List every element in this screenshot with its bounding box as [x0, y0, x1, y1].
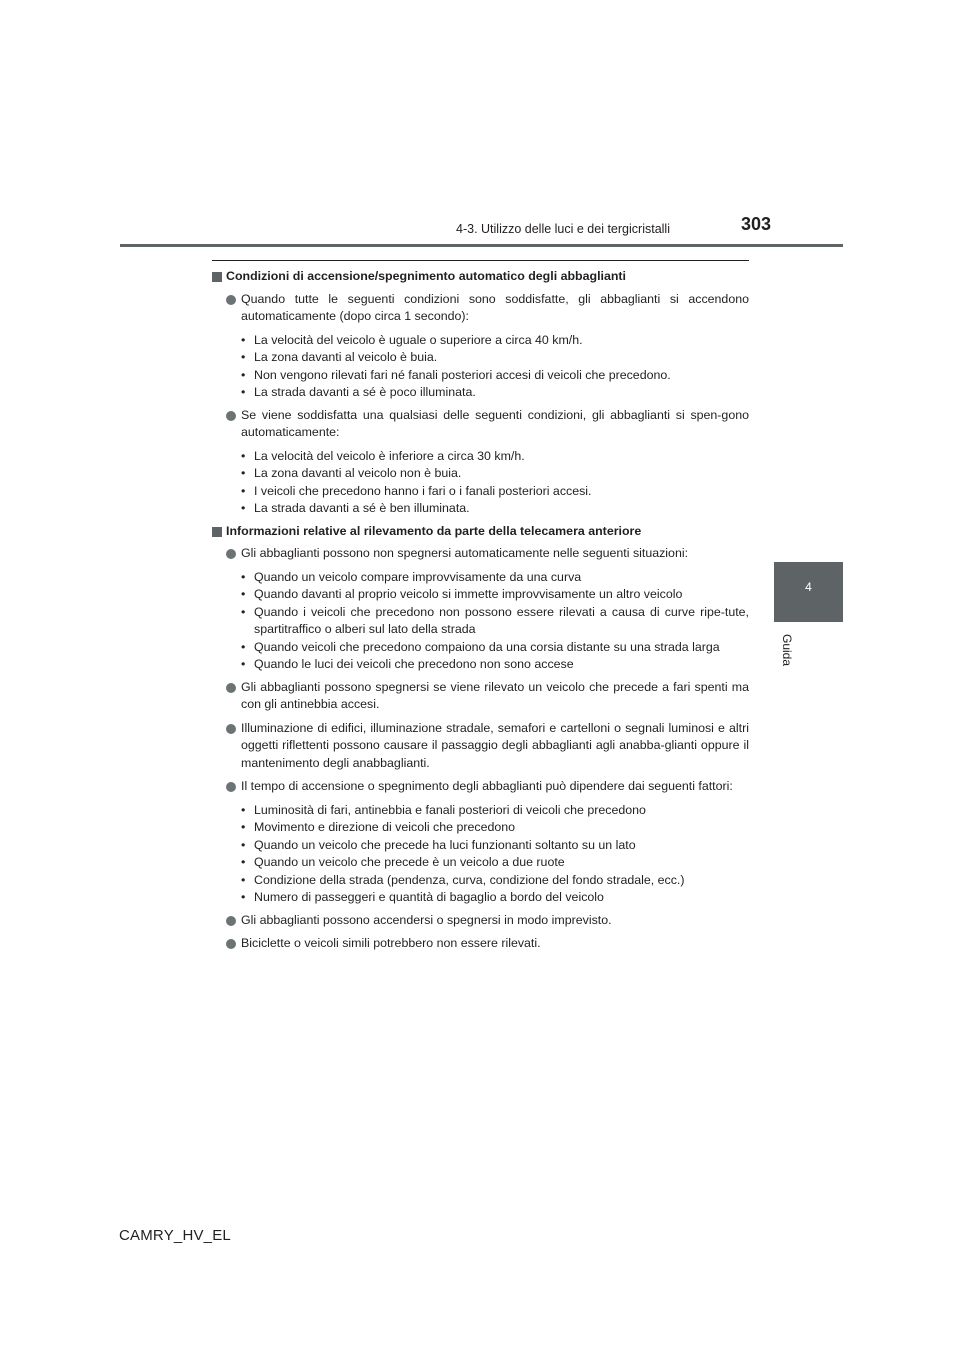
list-item: • Non vengono rilevati fari né fanali posteriori accesi di veicoli che precedono.: [241, 367, 749, 385]
bullet-paragraph: [212, 679, 749, 714]
list-item: • Quando un veicolo che precede ha luci funzionanti soltanto su un lato: [241, 837, 749, 855]
document-code: CAMRY_HV_EL: [119, 1227, 231, 1244]
section-heading: [212, 268, 749, 286]
sub-list: [241, 569, 749, 674]
sub-list: [241, 802, 749, 907]
bullet-paragraph: [212, 778, 749, 796]
list-item: • Quando le luci dei veicoli che precedono non sono accese: [241, 656, 749, 674]
square-bullet-icon: [212, 527, 222, 537]
list-item: • La velocità del veicolo è inferiore a circa 30 km/h.: [241, 448, 749, 466]
list-item: • La velocità del veicolo è uguale o superiore a circa 40 km/h.: [241, 332, 749, 350]
circle-bullet-icon: [226, 782, 236, 792]
list-item: • Quando un veicolo che precede è un veicolo a due ruote: [241, 854, 749, 872]
header-divider: [120, 244, 843, 247]
bullet-paragraph: [212, 407, 749, 442]
list-item: • Numero di passeggeri e quantità di bagaglio a bordo del veicolo: [241, 889, 749, 907]
list-item: • I veicoli che precedono hanno i fari o i fanali posteriori accesi.: [241, 483, 749, 501]
circle-bullet-icon: [226, 724, 236, 734]
list-item: • La zona davanti al veicolo è buia.: [241, 349, 749, 367]
list-item: • Quando i veicoli che precedono non possono essere rilevati a causa di curve ripe-tute, spartitraffico o alberi sul lato della strada: [241, 604, 749, 639]
list-item: • La strada davanti a sé è poco illuminata.: [241, 384, 749, 402]
circle-bullet-icon: [226, 939, 236, 949]
circle-bullet-icon: [226, 411, 236, 421]
list-item: • Quando veicoli che precedono compaiono da una corsia distante su una strada larga: [241, 639, 749, 657]
section-heading-text: Condizioni di accensione/spegnimento automatico degli abbaglianti: [226, 269, 626, 283]
header-section-title: 4-3. Utilizzo delle luci e dei tergicristalli: [456, 222, 670, 236]
list-item: • Condizione della strada (pendenza, curva, condizione del fondo stradale, ecc.): [241, 872, 749, 890]
bullet-text: Illuminazione di edifici, illuminazione stradale, semafori e cartelloni o segnali luminosi e altri oggetti riflettenti possono causare il passaggio degli abbaglianti agli anabba-glianti oppure il mantenimento degli anabbaglianti.: [241, 720, 749, 770]
chapter-number: 4: [805, 580, 812, 594]
list-item: • Luminosità di fari, antinebbia e fanali posteriori di veicoli che precedono: [241, 802, 749, 820]
bullet-paragraph: [212, 935, 749, 953]
bullet-paragraph: [212, 545, 749, 563]
list-item: • Quando davanti al proprio veicolo si immette improvvisamente un altro veicolo: [241, 586, 749, 604]
page-content: [212, 268, 749, 959]
bullet-text: Se viene soddisfatta una qualsiasi delle seguenti condizioni, gli abbaglianti si spen-gono automaticamente:: [241, 407, 749, 439]
sub-list: [241, 332, 749, 402]
sub-list: [241, 448, 749, 518]
section-heading: [212, 523, 749, 541]
section-heading-text: Informazioni relative al rilevamento da parte della telecamera anteriore: [226, 523, 642, 538]
page-number: 303: [741, 214, 772, 234]
circle-bullet-icon: [226, 295, 236, 305]
circle-bullet-icon: [226, 683, 236, 693]
list-item: • Quando un veicolo compare improvvisamente da una curva: [241, 569, 749, 587]
circle-bullet-icon: [226, 549, 236, 559]
list-item: • La zona davanti al veicolo non è buia.: [241, 465, 749, 483]
bullet-paragraph: [212, 912, 749, 930]
circle-bullet-icon: [226, 916, 236, 926]
bullet-paragraph: [212, 291, 749, 326]
chapter-tab: [774, 562, 843, 622]
list-item: • Movimento e direzione di veicoli che precedono: [241, 819, 749, 837]
bullet-paragraph: [212, 720, 749, 773]
bullet-text: Gli abbaglianti possono non spegnersi automaticamente nelle seguenti situazioni:: [241, 546, 689, 560]
bullet-text: Biciclette o veicoli simili potrebbero non essere rilevati.: [241, 936, 541, 950]
square-bullet-icon: [212, 272, 222, 282]
bullet-text: Gli abbaglianti possono accendersi o spegnersi in modo imprevisto.: [241, 912, 612, 927]
list-item: • La strada davanti a sé è ben illuminata.: [241, 500, 749, 518]
chapter-label: Guida: [780, 634, 794, 667]
bullet-text: Il tempo di accensione o spegnimento degli abbaglianti può dipendere dai seguenti fattori:: [241, 779, 733, 793]
content-top-rule: [212, 260, 749, 261]
bullet-text: Quando tutte le seguenti condizioni sono soddisfatte, gli abbaglianti si accendono automaticamente (dopo circa 1 secondo):: [241, 291, 749, 323]
bullet-text: Gli abbaglianti possono spegnersi se viene rilevato un veicolo che precede a fari spenti ma con gli antinebbia accesi.: [241, 679, 749, 711]
